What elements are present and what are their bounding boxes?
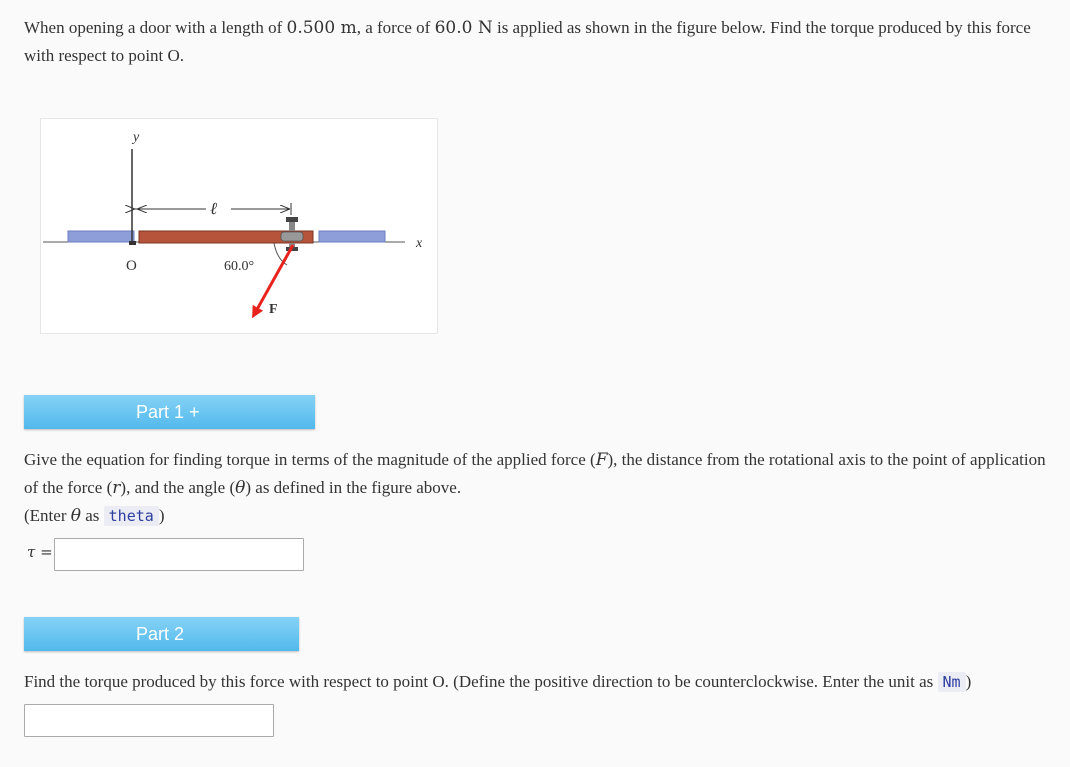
- door-diagram: [41, 119, 437, 333]
- angle-label: 60.0°: [224, 259, 255, 274]
- force-label: F: [269, 302, 278, 317]
- hinge-icon: [129, 241, 136, 245]
- wall-right: [319, 231, 385, 242]
- y-axis-label: y: [133, 130, 140, 145]
- length-label: ℓ: [210, 199, 218, 218]
- part1-q-b: ), the distance from the rotational axis to the point of application of the force (: [24, 450, 1046, 497]
- theta-code-chip: theta: [104, 506, 159, 526]
- part1-q-a: Give the equation for finding torque in terms of the magnitude of the applied force (: [24, 450, 596, 469]
- symbol-theta: θ: [235, 478, 246, 498]
- part1-q-d: ) as defined in the figure above.: [245, 478, 462, 497]
- tau-label: τ =: [27, 543, 53, 561]
- problem-text-a: When opening a door with a length of: [24, 18, 287, 37]
- part1-q-c: ), and the angle (: [120, 478, 236, 497]
- force-value: 60.0 N: [434, 18, 493, 38]
- enter-hint-c: ): [158, 506, 165, 525]
- door-length-value: 0.500 m: [286, 18, 357, 38]
- part2-q-a: Find the torque produced by this force with respect to point O. (Define the positive direction to be counterclockwise. Enter the unit as: [24, 672, 938, 691]
- symbol-r: r: [112, 478, 121, 498]
- unit-code-chip: Nm: [938, 672, 966, 692]
- part1-header-button[interactable]: Part 1 +: [24, 395, 315, 429]
- enter-hint-theta: θ: [70, 506, 81, 526]
- part1-question: [24, 446, 1054, 530]
- problem-statement: [24, 14, 1054, 70]
- enter-hint-b: as: [80, 506, 104, 525]
- problem-text-b: , a force of: [356, 18, 435, 37]
- part2-question: [24, 668, 1054, 696]
- door-figure: [40, 118, 438, 334]
- symbol-f: F: [595, 450, 608, 470]
- part2-q-b: ): [965, 672, 972, 691]
- point-o-label: O: [126, 258, 137, 274]
- x-axis-label: x: [416, 236, 423, 251]
- part2-header-button[interactable]: Part 2: [24, 617, 299, 651]
- part1-answer-input[interactable]: [54, 538, 304, 571]
- enter-hint-a: (Enter: [24, 506, 71, 525]
- part2-answer-input[interactable]: [24, 704, 274, 737]
- wall-left: [68, 231, 134, 242]
- problem-text-c: is applied as shown in the figure below. Find the torque produced by this force with respect to point O.: [24, 18, 1031, 65]
